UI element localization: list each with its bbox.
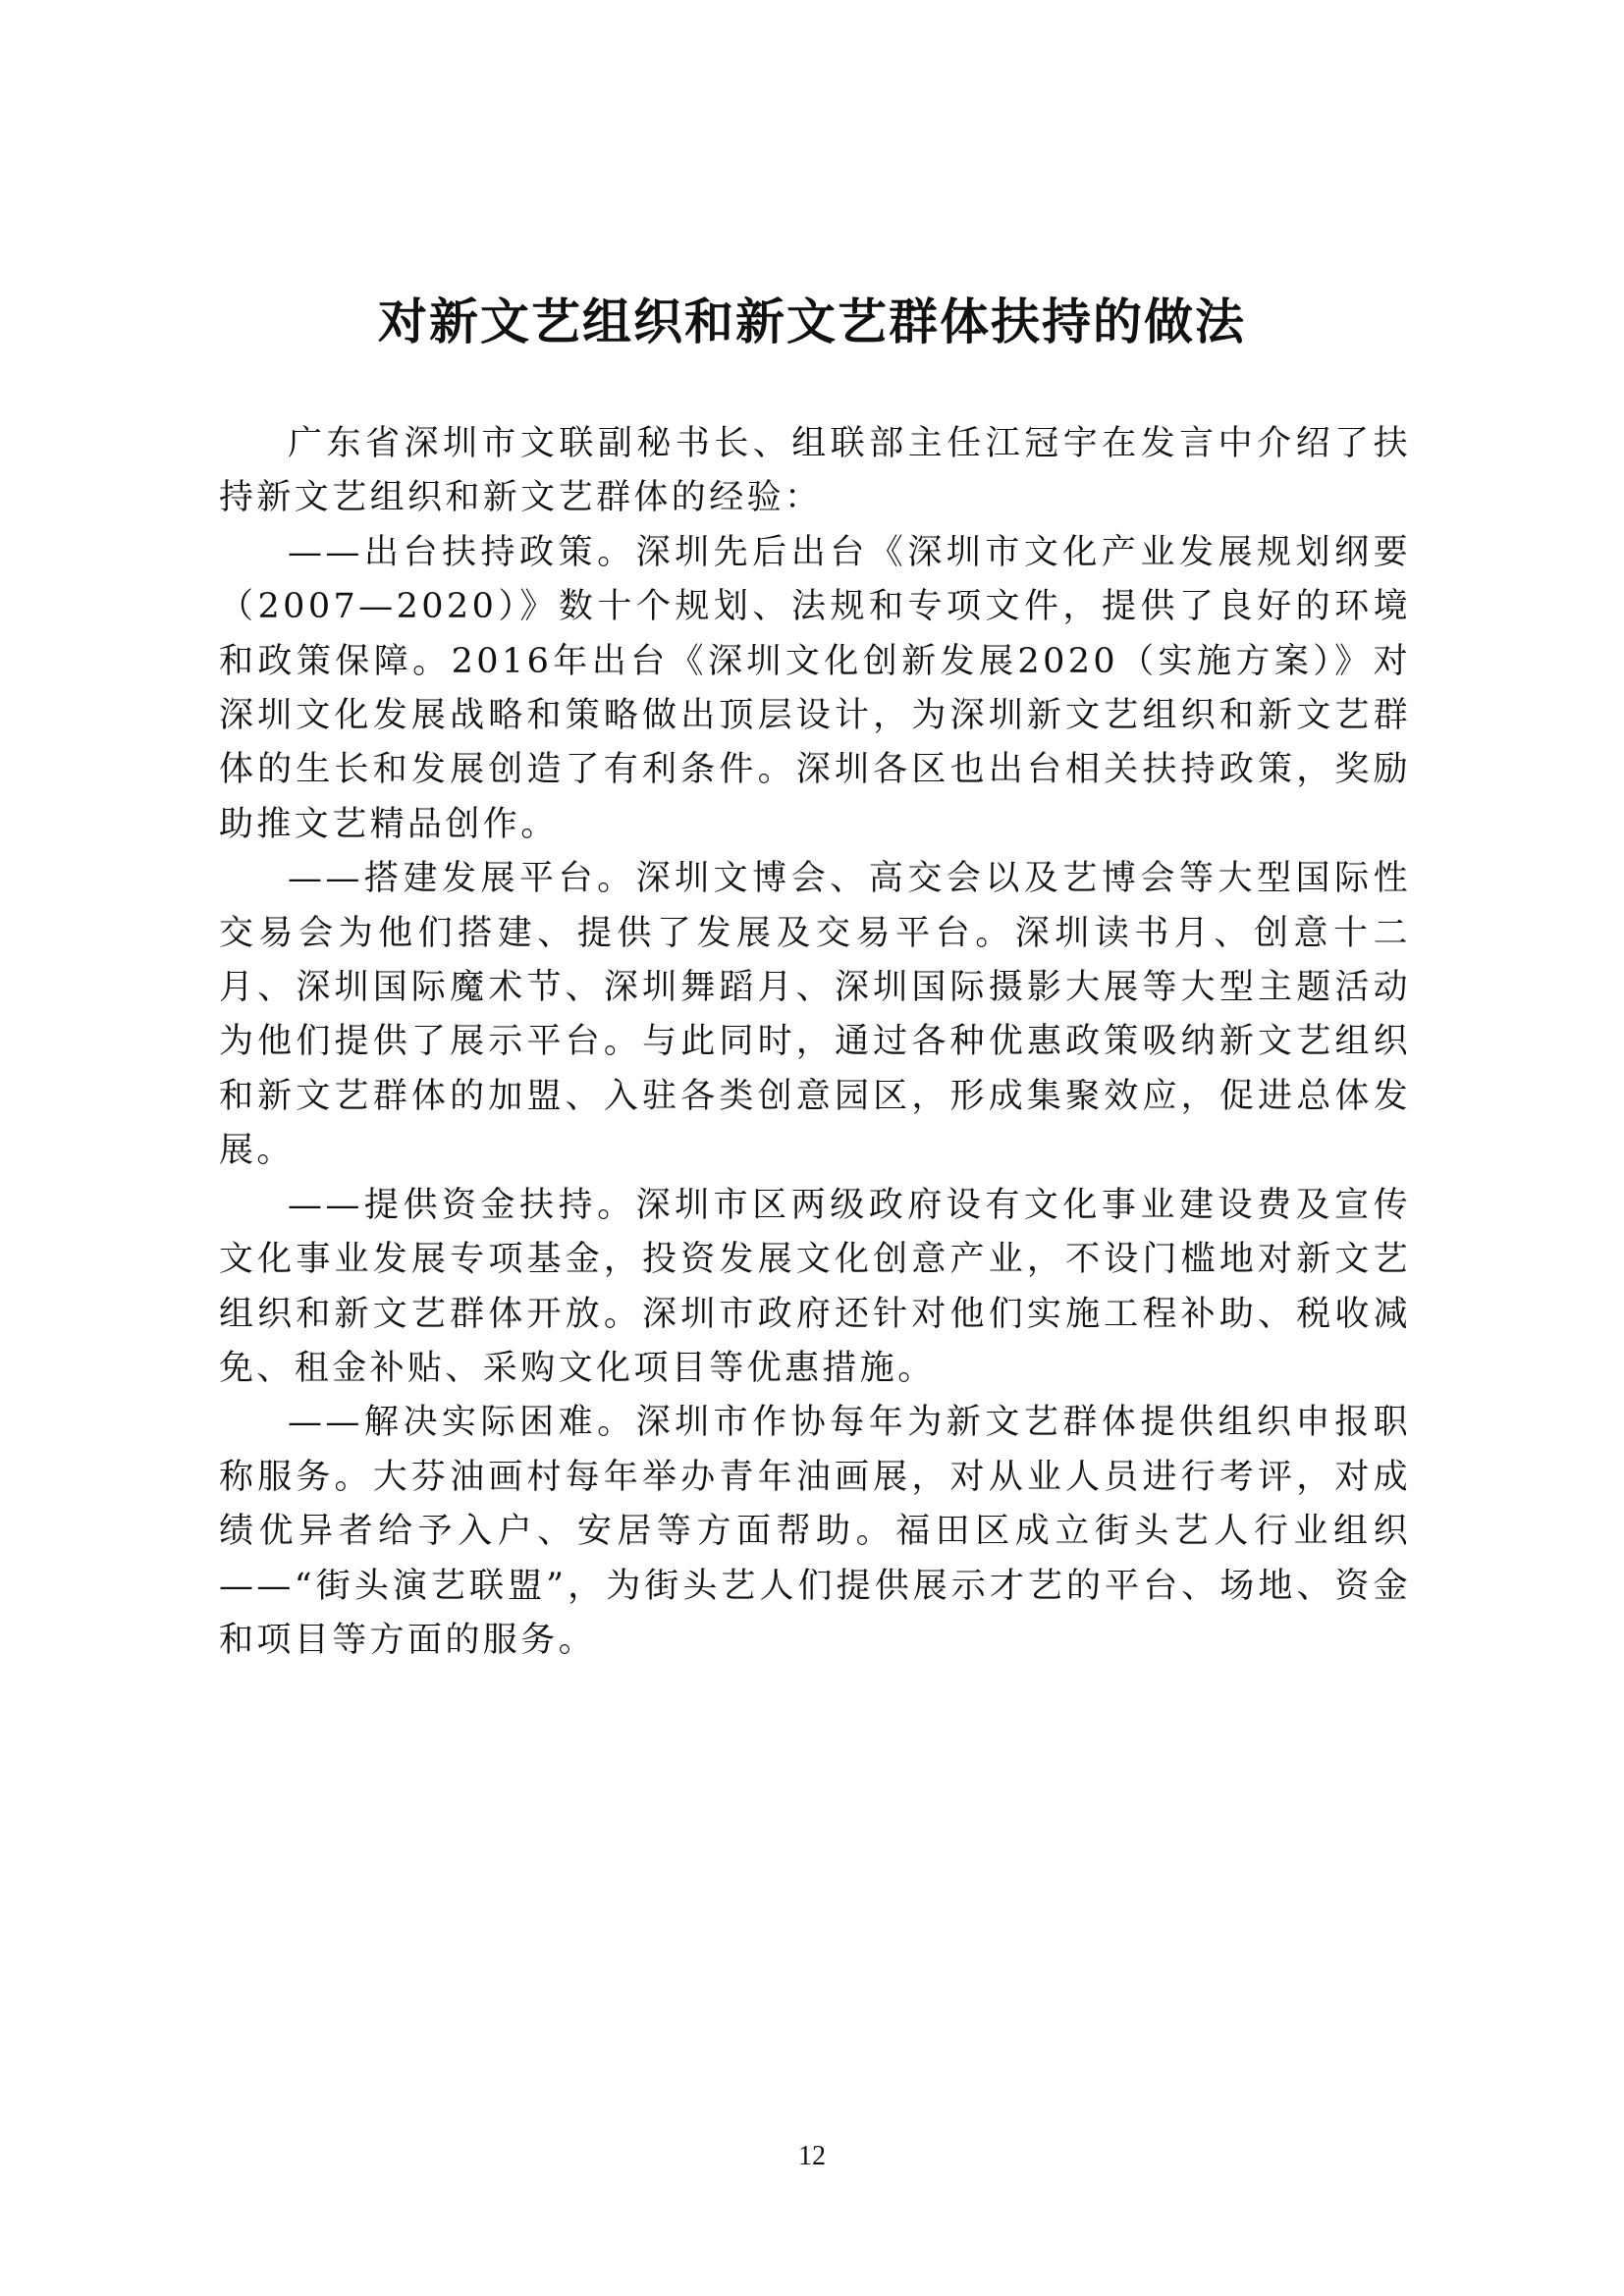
policy-paragraph: ——出台扶持政策。深圳先后出台《深圳市文化产业发展规划纲要（2007—2020）》数十个规划、法规和专项文件，提供了良好的环境和政策保障。2016年出台《深圳文化创新发展2020（实施方案）》对深圳文化发展战略和策略做出顶层设计，为深圳新文艺组织和新文艺群体的生长和发展创造了有利条件。深圳各区也出台相关扶持政策，奖励助推文艺精品创作。 [219,532,1411,844]
funding-paragraph: ——提供资金扶持。深圳市区两级政府设有文化事业建设费及宣传文化事业发展专项基金，投资发展文化创意产业，不设门槛地对新文艺组织和新文艺群体开放。深圳市政府还针对他们实施工程补助、税收减免、租金补贴、采购文化项目等优惠措施。 [219,1185,1411,1388]
article-body [219,417,1411,1668]
page-number: 12 [798,2141,826,2171]
intro-paragraph: 广东省深圳市文联副秘书长、组联部主任江冠宇在发言中介绍了扶持新文艺组织和新文艺群体的经验： [219,424,1411,518]
platform-paragraph: ——搭建发展平台。深圳文博会、高交会以及艺博会等大型国际性交易会为他们搭建、提供了发展及交易平台。深圳读书月、创意十二月、深圳国际魔术节、深圳舞蹈月、深圳国际摄影大展等大型主题活动为他们提供了展示平台。与此同时，通过各种优惠政策吸纳新文艺组织和新文艺群体的加盟、入驻各类创意园区，形成集聚效应，促进总体发展。 [219,859,1411,1171]
page-title: 对新文艺组织和新文艺群体扶持的做法 [378,293,1246,350]
difficulties-paragraph: ——解决实际困难。深圳市作协每年为新文艺群体提供组织申报职称服务。大芬油画村每年举办青年油画展，对从业人员进行考评，对成绩优异者给予入户、安居等方面帮助。福田区成立街头艺人行业组织——“街头演艺联盟”，为街头艺人们提供展示才艺的平台、场地、资金和项目等方面的服务。 [219,1403,1411,1660]
